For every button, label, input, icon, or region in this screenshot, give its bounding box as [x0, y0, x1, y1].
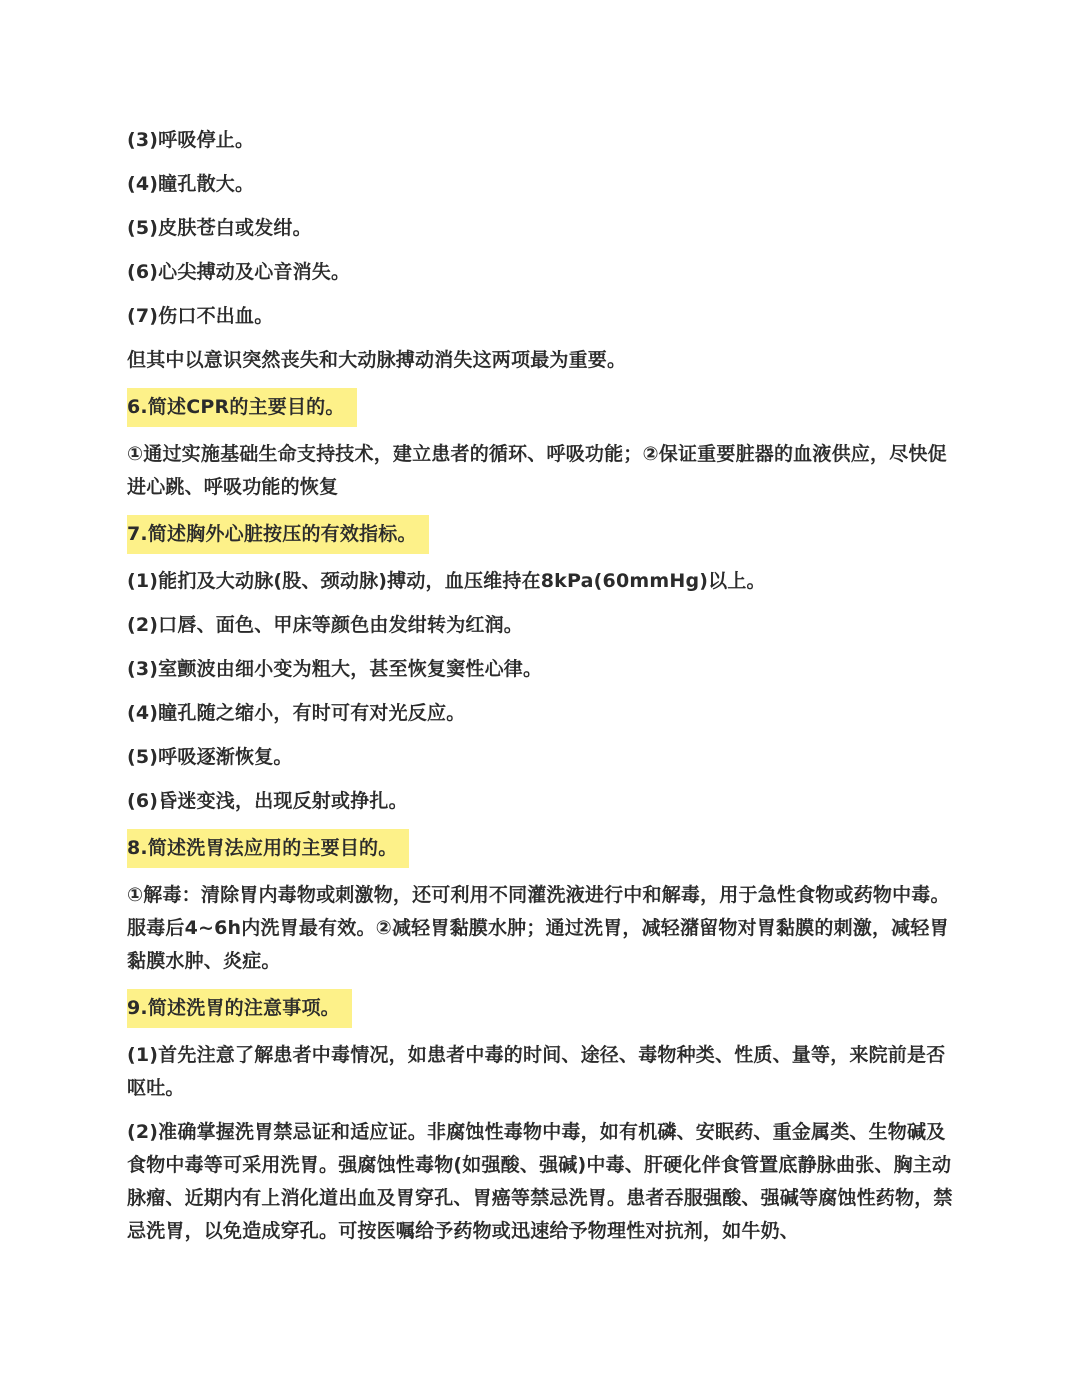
- list-item: (4)瞳孔散大。: [127, 173, 255, 195]
- list-item: (3)呼吸停止。: [127, 129, 255, 151]
- section-7-heading-text: 7.简述胸外心脏按压的有效指标。: [127, 515, 429, 554]
- list-item: (6)昏迷变浅，出现反射或挣扎。: [127, 790, 408, 812]
- list-item: (7)伤口不出血。: [127, 305, 274, 327]
- list-item: (4)瞳孔随之缩小，有时可有对光反应。: [127, 702, 466, 724]
- section-8-body: ①解毒：清除胃内毒物或刺激物，还可利用不同灌洗液进行中和解毒，用于急性食物或药物中毒。服毒后4~6h内洗胃最有效。②减轻胃黏膜水肿；通过洗胃，减轻潴留物对胃黏膜的刺激，减轻胃黏膜水肿、炎症。: [127, 884, 950, 972]
- list-item: (2)准确掌握洗胃禁忌证和适应证。非腐蚀性毒物中毒，如有机磷、安眠药、重金属类、生物碱及食物中毒等可采用洗胃。强腐蚀性毒物(如强酸、强碱)中毒、肝硬化伴食管置底静脉曲张、胸主动脉瘤、近期内有上消化道出血及胃穿孔、胃癌等禁忌洗胃。患者吞服强酸、强碱等腐蚀性药物，禁忌洗胃，以免造成穿孔。可按医嘱给予药物或迅速给予物理性对抗剂，如牛奶、: [127, 1121, 953, 1242]
- summary-paragraph: 但其中以意识突然丧失和大动脉搏动消失这两项最为重要。: [127, 349, 627, 371]
- list-item: (2)口唇、面色、甲床等颜色由发绀转为红润。: [127, 614, 523, 636]
- section-8-heading-text: 8.简述洗胃法应用的主要目的。: [127, 829, 409, 868]
- list-item: (5)皮肤苍白或发绀。: [127, 217, 312, 239]
- list-item: (1)首先注意了解患者中毒情况，如患者中毒的时间、途径、毒物种类、性质、量等，来院前是否呕吐。: [127, 1044, 946, 1099]
- section-7-heading: [127, 515, 957, 554]
- section-6-heading-text: 6.简述CPR的主要目的。: [127, 388, 357, 427]
- document-page: [127, 124, 957, 1259]
- section-8-heading: [127, 829, 957, 868]
- section-6-body: ①通过实施基础生命支持技术，建立患者的循环、呼吸功能；②保证重要脏器的血液供应，尽快促进心跳、呼吸功能的恢复: [127, 443, 947, 498]
- section-6-heading: [127, 388, 957, 427]
- list-item: (5)呼吸逐渐恢复。: [127, 746, 293, 768]
- list-item: (3)室颤波由细小变为粗大，甚至恢复窦性心律。: [127, 658, 543, 680]
- section-9-heading-text: 9.简述洗胃的注意事项。: [127, 989, 352, 1028]
- list-item: (6)心尖搏动及心音消失。: [127, 261, 351, 283]
- section-9-heading: [127, 989, 957, 1028]
- list-item: (1)能扪及大动脉(股、颈动脉)搏动，血压维持在8kPa(60mmHg)以上。: [127, 570, 766, 592]
